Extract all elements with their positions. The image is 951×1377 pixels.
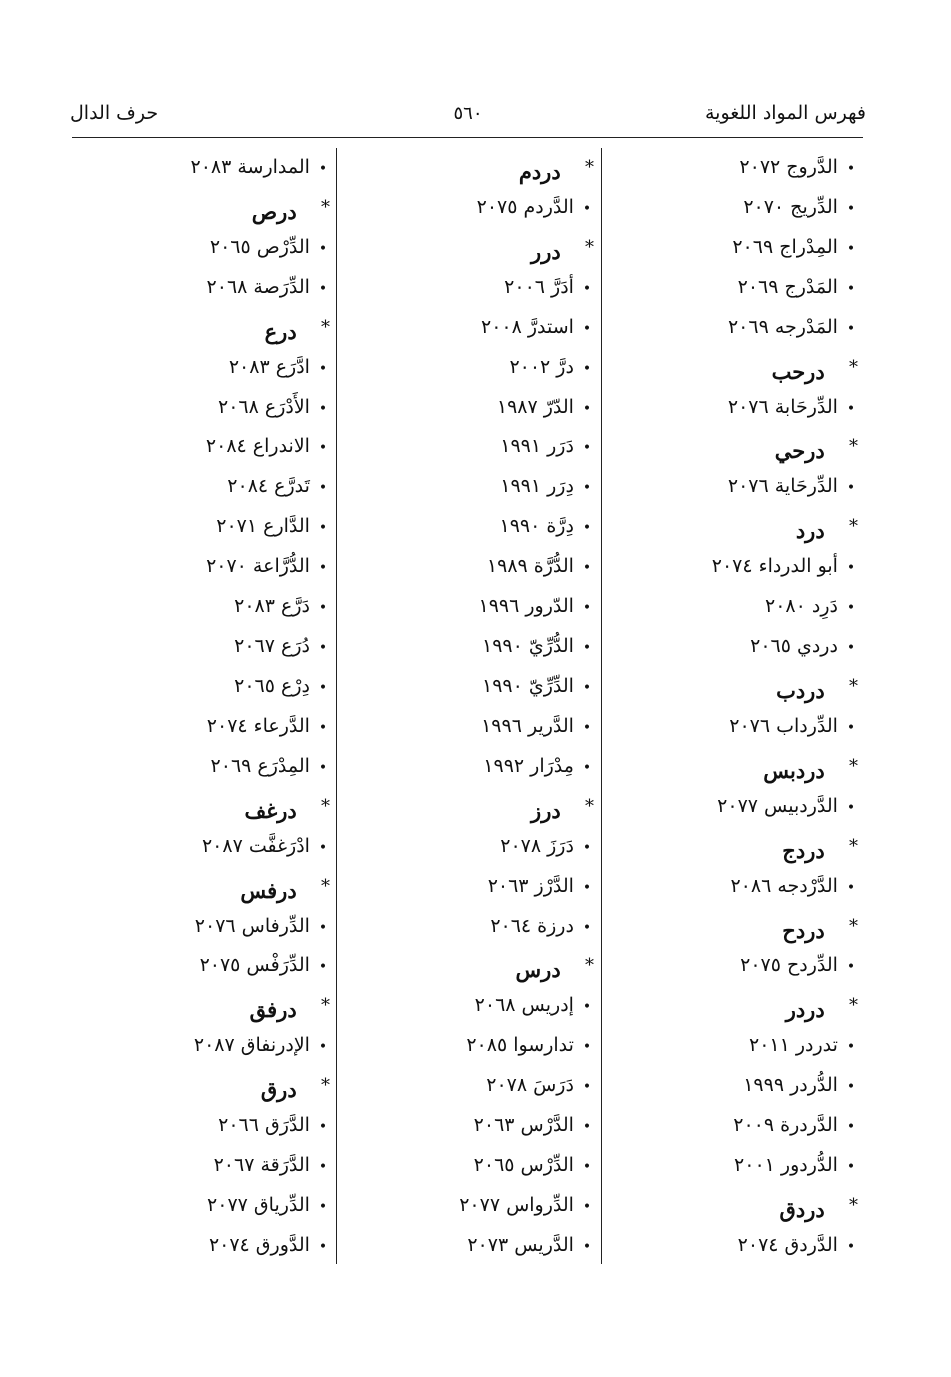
asterisk-icon: * (849, 755, 858, 777)
entry-text: الدِّردح ٢٠٧٥ (740, 954, 838, 977)
root-heading (80, 867, 330, 907)
root-label: درص (251, 198, 297, 224)
entry-text: الدِّريج ٢٠٧٠ (743, 195, 838, 218)
running-title-left: حرف الدال (70, 102, 159, 124)
index-entry (610, 467, 858, 507)
entry-text: الدِّرحَابة ٢٠٧٦ (727, 395, 838, 418)
bullet-icon: • (582, 520, 592, 537)
root-heading (346, 148, 594, 188)
index-entry (610, 1026, 858, 1066)
bullet-icon: • (318, 1238, 328, 1255)
entry-text: إدريس ٢٠٦٨ (474, 994, 574, 1017)
bullet-icon: • (318, 520, 328, 537)
root-label: درحب (771, 358, 825, 384)
asterisk-icon: * (321, 795, 330, 817)
entry-text: الدِّرَفْس ٢٠٧٥ (199, 954, 310, 977)
bullet-icon: • (846, 320, 856, 337)
entry-text: الدِّرحَاية ٢٠٧٦ (727, 475, 838, 498)
index-entry (610, 1226, 858, 1266)
index-entry (346, 667, 594, 707)
entry-text: تَدرَّع ٢٠٨٤ (227, 475, 310, 498)
bullet-icon: • (846, 959, 856, 976)
bullet-icon: • (846, 560, 856, 577)
bullet-icon: • (582, 400, 592, 417)
entry-text: الدُّرَّاعة ٢٠٧٠ (206, 555, 310, 578)
root-heading (80, 1066, 330, 1106)
root-heading (610, 747, 858, 787)
index-entry (80, 427, 330, 467)
root-label: دردر (785, 997, 825, 1023)
bullet-icon: • (582, 679, 592, 696)
root-heading (80, 986, 330, 1026)
root-label: درد (795, 518, 825, 544)
index-entry (80, 348, 330, 388)
index-entry (80, 1186, 330, 1226)
index-entry (610, 1066, 858, 1106)
asterisk-icon: * (849, 436, 858, 458)
entry-text: دَرَر ١٩٩١ (500, 435, 574, 458)
entry-text: دَرَزَ ٢٠٧٨ (500, 834, 574, 857)
index-entry (80, 148, 330, 188)
bullet-icon: • (846, 600, 856, 617)
entry-text: تدردر ٢٠١١ (749, 1034, 838, 1057)
entry-text: الدِّرَصة ٢٠٦٨ (206, 275, 310, 298)
index-entry (346, 1226, 594, 1266)
entry-text: استدرَّ ٢٠٠٨ (481, 315, 574, 338)
bullet-icon: • (318, 360, 328, 377)
entry-text: أبو الدرداء ٢٠٧٤ (711, 555, 838, 578)
index-entry (80, 667, 330, 707)
root-label: درفس (240, 877, 297, 903)
asterisk-icon: * (585, 795, 594, 817)
asterisk-icon: * (849, 1194, 858, 1216)
root-label: درر (531, 238, 561, 264)
bullet-icon: • (846, 640, 856, 657)
index-entry (346, 268, 594, 308)
root-label: دردج (782, 837, 825, 863)
index-entry (346, 388, 594, 428)
index-column-left (80, 148, 330, 1266)
index-entry (610, 188, 858, 228)
entry-text: الدَّردبيس ٢٠٧٧ (717, 794, 838, 817)
root-label: درع (264, 318, 297, 344)
entry-text: دِرْع ٢٠٦٥ (234, 674, 310, 697)
bullet-icon: • (318, 240, 328, 257)
index-entry (610, 308, 858, 348)
entry-text: الدِّرفاس ٢٠٧٦ (194, 914, 310, 937)
bullet-icon: • (582, 200, 592, 217)
header-rule (72, 137, 863, 138)
entry-text: الدِّرياق ٢٠٧٧ (207, 1193, 310, 1216)
root-heading (610, 827, 858, 867)
index-entry (80, 707, 330, 747)
index-entry (610, 268, 858, 308)
index-entry (346, 627, 594, 667)
index-entry (610, 627, 858, 667)
asterisk-icon: * (849, 915, 858, 937)
root-heading (80, 308, 330, 348)
bullet-icon: • (582, 1119, 592, 1136)
entry-text: الدِّرِّيّ ١٩٩٠ (481, 674, 574, 697)
index-entry (610, 148, 858, 188)
column-divider-right (601, 148, 602, 1264)
index-entry (346, 986, 594, 1026)
index-entry (346, 308, 594, 348)
entry-text: دُرَع ٢٠٦٧ (234, 635, 310, 658)
entry-text: الدَّردرة ٢٠٠٩ (733, 1114, 838, 1137)
bullet-icon: • (318, 560, 328, 577)
entry-text: الدَّروج ٢٠٧٢ (739, 156, 838, 178)
root-heading (610, 907, 858, 947)
entry-text: المِدْرَع ٢٠٦٩ (210, 754, 310, 777)
bullet-icon: • (318, 440, 328, 457)
index-column-right (610, 148, 858, 1266)
root-label: درز (531, 797, 561, 823)
bullet-icon: • (318, 600, 328, 617)
index-entry (610, 707, 858, 747)
index-entry (346, 907, 594, 947)
bullet-icon: • (582, 280, 592, 297)
bullet-icon: • (582, 1238, 592, 1255)
entry-text: دَرِد ٢٠٨٠ (764, 595, 838, 618)
root-label: دردب (776, 677, 825, 703)
index-entry (346, 348, 594, 388)
bullet-icon: • (846, 879, 856, 896)
bullet-icon: • (318, 679, 328, 696)
bullet-icon: • (582, 1039, 592, 1056)
bullet-icon: • (846, 400, 856, 417)
entry-text: الدِّرْس ٢٠٦٥ (473, 1154, 574, 1177)
entry-text: الدُّرَّة ١٩٨٩ (486, 555, 574, 578)
page-number: ٥٦٠ (453, 102, 483, 124)
asterisk-icon: * (849, 675, 858, 697)
entry-text: الاندراع ٢٠٨٤ (205, 435, 310, 458)
asterisk-icon: * (849, 995, 858, 1017)
asterisk-icon: * (321, 316, 330, 338)
entry-text: الدَّورق ٢٠٧٤ (208, 1233, 310, 1256)
root-heading (80, 188, 330, 228)
entry-text: الدَّرعاء ٢٠٧٤ (206, 714, 310, 737)
entry-text: الدَّرَق ٢٠٦٦ (218, 1114, 310, 1137)
entry-text: دردي ٢٠٦٥ (750, 635, 838, 658)
index-entry (610, 1106, 858, 1146)
index-entry (80, 1026, 330, 1066)
asterisk-icon: * (321, 196, 330, 218)
running-title-right: فهرس المواد اللغوية (704, 102, 866, 124)
index-column-middle (346, 148, 594, 1266)
index-entry (80, 467, 330, 507)
bullet-icon: • (846, 1079, 856, 1096)
bullet-icon: • (318, 959, 328, 976)
bullet-icon: • (582, 1079, 592, 1096)
entry-text: الدَّرير ١٩٩٦ (481, 714, 574, 737)
root-heading (346, 787, 594, 827)
bullet-icon: • (318, 719, 328, 736)
index-entry (346, 867, 594, 907)
index-entry (80, 547, 330, 587)
bullet-icon: • (846, 240, 856, 257)
index-entry (346, 188, 594, 228)
index-entry (346, 707, 594, 747)
root-heading (610, 1186, 858, 1226)
bullet-icon: • (318, 280, 328, 297)
bullet-icon: • (846, 1119, 856, 1136)
bullet-icon: • (318, 480, 328, 497)
index-entry (610, 547, 858, 587)
bullet-icon: • (846, 280, 856, 297)
asterisk-icon: * (849, 835, 858, 857)
index-entry (80, 747, 330, 787)
bullet-icon: • (318, 161, 328, 177)
index-entry (610, 228, 858, 268)
bullet-icon: • (846, 200, 856, 217)
entry-text: تدارسوا ٢٠٨٥ (466, 1034, 574, 1057)
bullet-icon: • (318, 1039, 328, 1056)
bullet-icon: • (846, 719, 856, 736)
bullet-icon: • (318, 1119, 328, 1136)
index-entry (346, 1146, 594, 1186)
root-label: درس (515, 957, 561, 983)
index-entry (610, 388, 858, 428)
bullet-icon: • (582, 600, 592, 617)
asterisk-icon: * (585, 955, 594, 977)
entry-text: الدَّارع ٢٠٧١ (216, 515, 310, 538)
bullet-icon: • (582, 360, 592, 377)
bullet-icon: • (582, 1198, 592, 1215)
root-label: درغف (244, 797, 297, 823)
bullet-icon: • (846, 1159, 856, 1176)
entry-text: الدُّرِّيّ ١٩٩٠ (481, 635, 574, 658)
asterisk-icon: * (849, 516, 858, 538)
bullet-icon: • (318, 400, 328, 417)
entry-text: الدِّرداب ٢٠٧٦ (729, 714, 838, 737)
index-entry (610, 787, 858, 827)
index-entry (346, 1066, 594, 1106)
root-heading (346, 946, 594, 986)
bullet-icon: • (582, 1159, 592, 1176)
entry-text: الدّرّ ١٩٨٧ (496, 395, 574, 418)
entry-text: الأَدْرَع ٢٠٦٨ (217, 395, 310, 418)
root-label: دردق (779, 1196, 825, 1222)
index-entry (80, 1106, 330, 1146)
bullet-icon: • (318, 1198, 328, 1215)
bullet-icon: • (318, 839, 328, 856)
asterisk-icon: * (321, 875, 330, 897)
index-entry (346, 467, 594, 507)
root-label: دردبس (763, 757, 825, 783)
entry-text: الدَّرْز ٢٠٦٣ (487, 874, 574, 897)
entry-text: دَرَسَ ٢٠٧٨ (486, 1074, 574, 1097)
entry-text: المَدْرج ٢٠٦٩ (737, 275, 838, 298)
entry-text: درَّ ٢٠٠٢ (509, 355, 574, 378)
root-label: دردح (782, 917, 825, 943)
asterisk-icon: * (585, 157, 594, 178)
asterisk-icon: * (849, 356, 858, 378)
entry-text: ادْرَغفَّت ٢٠٨٧ (201, 834, 310, 857)
root-heading (610, 427, 858, 467)
entry-text: الدَّردق ٢٠٧٤ (737, 1233, 838, 1256)
index-entry (80, 907, 330, 947)
root-heading (610, 667, 858, 707)
bullet-icon: • (582, 560, 592, 577)
index-entry (80, 1146, 330, 1186)
index-entry (346, 507, 594, 547)
bullet-icon: • (318, 759, 328, 776)
asterisk-icon: * (321, 1075, 330, 1097)
entry-text: المَدْرجه ٢٠٦٩ (727, 315, 838, 338)
bullet-icon: • (582, 839, 592, 856)
entry-text: الإدرنفاق ٢٠٨٧ (193, 1034, 310, 1057)
index-entry (80, 587, 330, 627)
root-heading (346, 228, 594, 268)
bullet-icon: • (582, 999, 592, 1016)
bullet-icon: • (582, 480, 592, 497)
bullet-icon: • (318, 1159, 328, 1176)
index-entry (80, 1226, 330, 1266)
bullet-icon: • (846, 799, 856, 816)
column-divider-left (336, 148, 337, 1264)
entry-text: الدِّرواس ٢٠٧٧ (459, 1193, 574, 1216)
entry-text: الدَّرَقة ٢٠٦٧ (213, 1154, 310, 1177)
entry-text: مِدْرَار ١٩٩٢ (483, 754, 574, 777)
asterisk-icon: * (585, 236, 594, 258)
entry-text: درزة ٢٠٦٤ (490, 914, 574, 937)
index-entry (80, 388, 330, 428)
root-label: دردم (518, 159, 561, 184)
index-entry (80, 627, 330, 667)
entry-text: الدَّرْس ٢٠٦٣ (473, 1114, 574, 1137)
entry-text: الدّرور ١٩٩٦ (478, 595, 574, 618)
bullet-icon: • (846, 1039, 856, 1056)
page-header (70, 96, 866, 130)
bullet-icon: • (318, 640, 328, 657)
bullet-icon: • (846, 480, 856, 497)
bullet-icon: • (318, 919, 328, 936)
index-entry (346, 1106, 594, 1146)
index-entry (346, 747, 594, 787)
bullet-icon: • (582, 719, 592, 736)
entry-text: الدُّردر ١٩٩٩ (743, 1074, 838, 1097)
entry-text: أدَرَّ ٢٠٠٦ (504, 275, 574, 298)
entry-text: دِرَّة ١٩٩٠ (499, 515, 574, 538)
root-heading (80, 787, 330, 827)
entry-text: الدَّردم ٢٠٧٥ (476, 195, 574, 218)
index-entry (610, 1146, 858, 1186)
index-entry (610, 946, 858, 986)
entry-text: الدَّرْدجه ٢٠٨٦ (730, 874, 838, 897)
root-label: درفق (249, 997, 297, 1023)
index-entry (80, 228, 330, 268)
index-entry (610, 867, 858, 907)
bullet-icon: • (582, 879, 592, 896)
entry-text: المِدْراج ٢٠٦٩ (732, 235, 838, 258)
root-label: درحي (774, 438, 825, 464)
bullet-icon: • (582, 919, 592, 936)
entry-text: الدَّريس ٢٠٧٣ (467, 1233, 574, 1256)
root-heading (610, 986, 858, 1026)
bullet-icon: • (582, 640, 592, 657)
entry-text: الدِّرْص ٢٠٦٥ (209, 235, 310, 258)
bullet-icon: • (582, 440, 592, 457)
bullet-icon: • (582, 759, 592, 776)
index-entry (80, 268, 330, 308)
index-entry (346, 587, 594, 627)
entry-text: المدارسة ٢٠٨٣ (190, 156, 310, 178)
index-entry (346, 547, 594, 587)
bullet-icon: • (582, 320, 592, 337)
asterisk-icon: * (321, 995, 330, 1017)
bullet-icon: • (846, 161, 856, 177)
entry-text: دِرَر ١٩٩١ (500, 475, 574, 498)
root-heading (610, 348, 858, 388)
root-heading (610, 507, 858, 547)
index-entry (80, 827, 330, 867)
entry-text: ادَّرَع ٢٠٨٣ (228, 355, 310, 378)
index-entry (346, 827, 594, 867)
index-entry (80, 507, 330, 547)
root-label: درق (260, 1077, 297, 1103)
index-entry (346, 1186, 594, 1226)
index-entry (346, 427, 594, 467)
entry-text: دَرَّع ٢٠٨٣ (234, 595, 310, 618)
entry-text: الدُّردور ٢٠٠١ (734, 1154, 838, 1177)
bullet-icon: • (846, 1238, 856, 1255)
index-entry (610, 587, 858, 627)
index-entry (346, 1026, 594, 1066)
index-entry (80, 946, 330, 986)
